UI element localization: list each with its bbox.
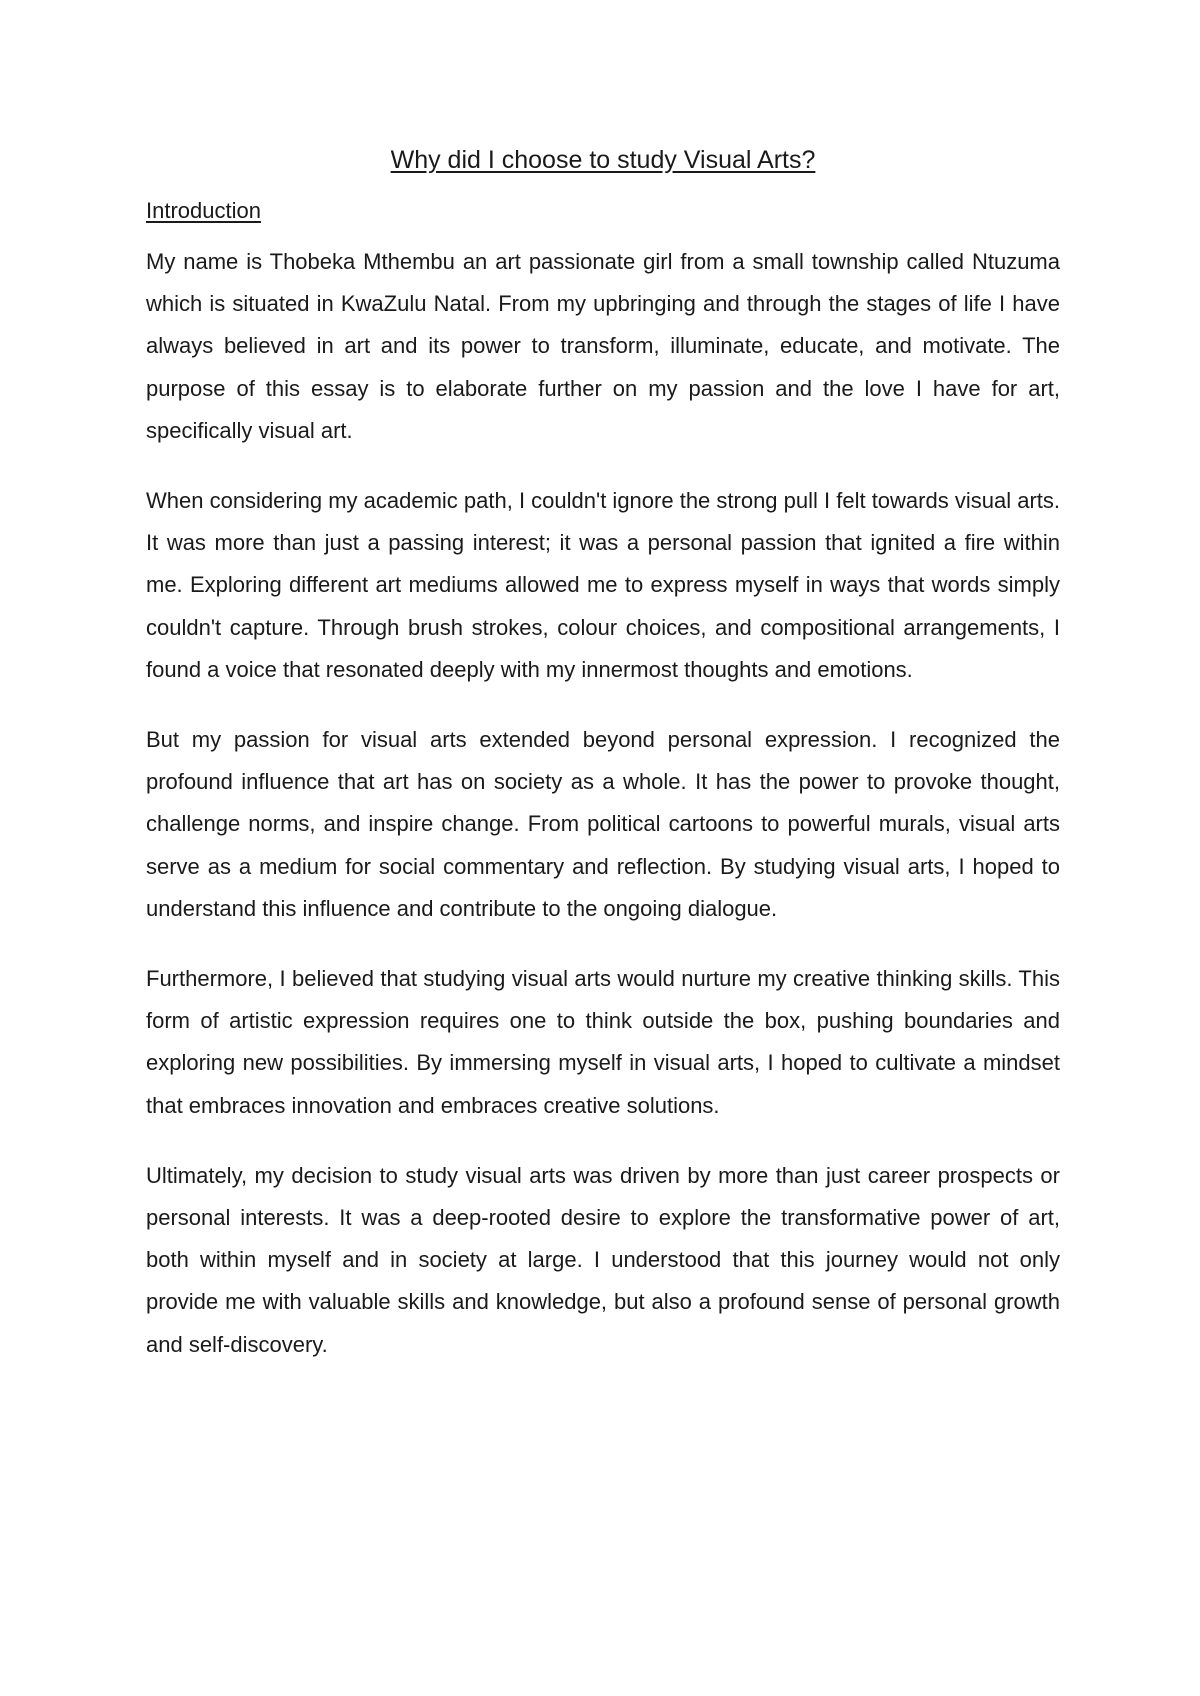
paragraph-3: But my passion for visual arts extended beyond personal expression. I recognized the profound influence that art has on society as a whole. It has the power to provoke thought, challenge norms, and inspire change. From political cartoons to powerful murals, visual arts serve as a medium for social commentary and reflection. By studying visual arts, I hoped to understand this influence and contribute to the ongoing dialogue. — [146, 727, 1060, 921]
paragraph-5: Ultimately, my decision to study visual arts was driven by more than just career prospects or personal interests. It was a deep-rooted desire to explore the transformative power of art, both within myself and in society at large. I understood that this journey would not only provide me with valuable skills and knowledge, but also a profound sense of personal growth and self-discovery. — [146, 1162, 1060, 1357]
paragraph-2: When considering my academic path, I couldn't ignore the strong pull I felt towards visual arts. It was more than just a passing interest; it was a personal passion that ignited a fire within me. Exploring different art mediums allowed me to express myself in ways that words simply couldn't capture. Through brush strokes, colour choices, and compositional arrangements, I found a voice that resonated deeply with my innermost thoughts and emotions. — [146, 488, 1060, 682]
paragraph-1: My name is Thobeka Mthembu an art passionate girl from a small township called Ntuzuma which is situated in KwaZulu Natal. From my upbringing and through the stages of life I have always believed in art and its power to transform, illuminate, educate, and motivate. The purpose of this essay is to elaborate further on my passion and the love I have for art, specifically visual art. — [146, 249, 1060, 443]
paragraph-4: Furthermore, I believed that studying visual arts would nurture my creative thinking skills. This form of artistic expression requires one to think outside the box, pushing boundaries and exploring new possibilities. By immersing myself in visual arts, I hoped to cultivate a mindset that embraces innovation and embraces creative solutions. — [146, 966, 1060, 1118]
section-heading-introduction: Introduction — [146, 198, 261, 223]
document-title: Why did I choose to study Visual Arts? — [390, 146, 816, 174]
document-body — [146, 143, 1060, 1366]
